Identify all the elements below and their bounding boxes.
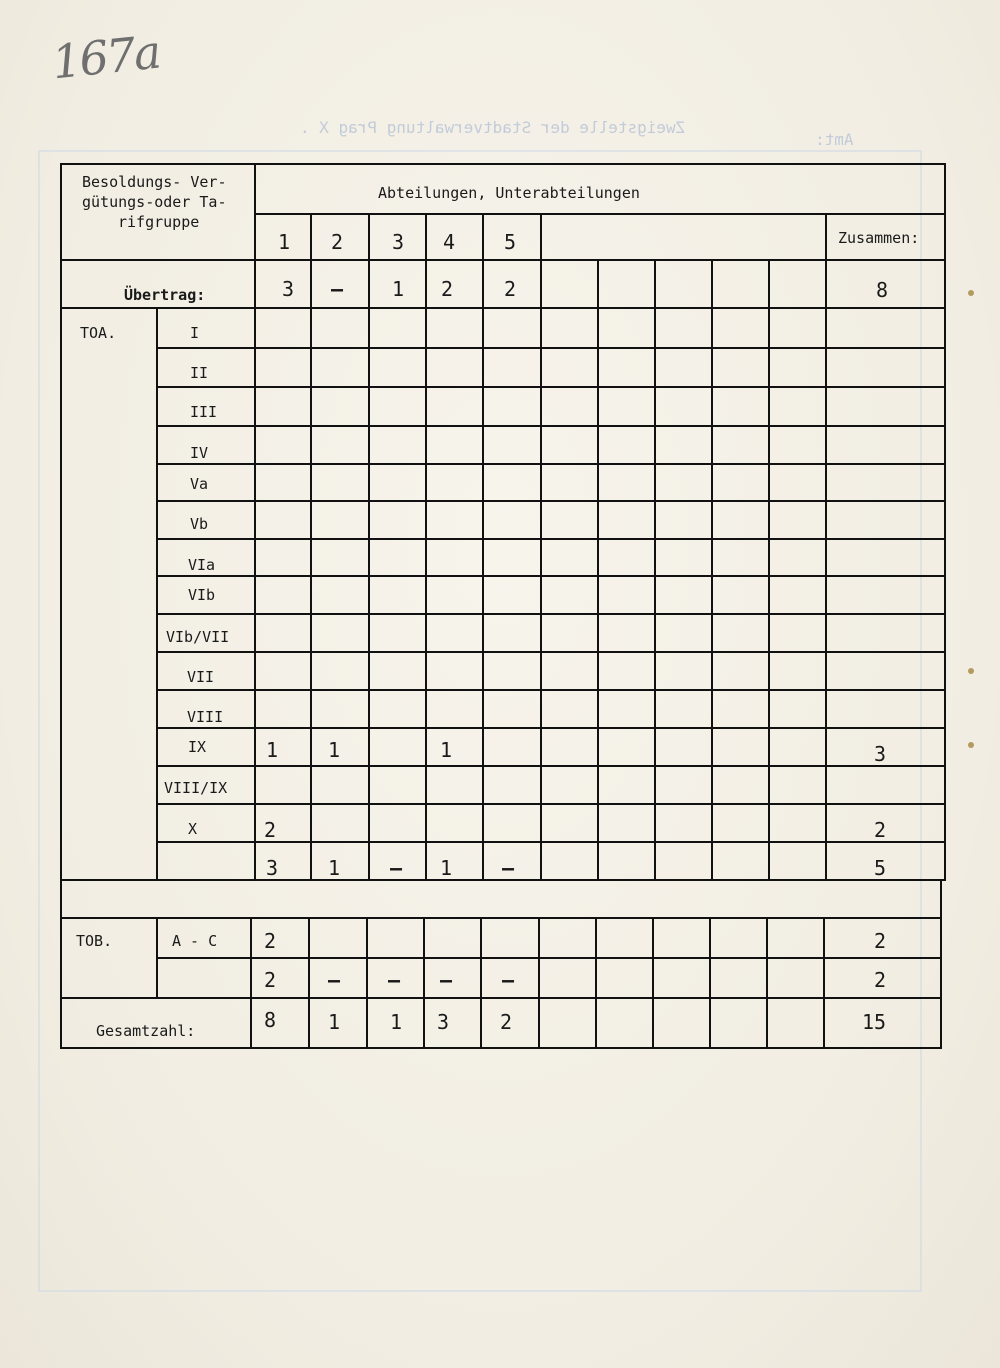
grade-label: X [188,820,198,838]
tob-label: TOB. [76,932,113,950]
grade-label: VIII [187,708,224,726]
grand-total-label: Gesamtzahl: [96,1022,196,1040]
grand-total-value: 8 [264,1008,277,1032]
punch-mark [968,290,974,296]
bleed-through-heading: Zweigstelle der Stadtverwaltung Prag X . [300,118,686,137]
tob-subtotal-value: – [502,968,515,992]
ix-value: 1 [440,738,453,762]
x-total: 2 [874,818,887,842]
grand-total-value: 3 [437,1010,450,1034]
carryover-value: 3 [282,277,295,301]
tob-value: 2 [264,929,277,953]
grade-label: VII [187,668,215,686]
toa-subtotal-value: – [390,856,403,880]
group-label-line2: gütungs-oder Ta- [82,193,227,211]
carryover-value: – [331,277,344,301]
grade-label: Va [190,475,209,493]
grand-total-value: 1 [328,1010,341,1034]
grand-total-value: 1 [390,1010,403,1034]
punch-mark [968,742,974,748]
carryover-value: 2 [441,277,454,301]
tob-subtotal-value: 2 [264,968,277,992]
punch-mark [968,668,974,674]
carryover-value: 1 [392,277,405,301]
ix-value: 1 [266,738,279,762]
group-label-line1: Besoldungs- Ver- [82,173,227,191]
dept-number: 3 [392,230,405,254]
ix-total: 3 [874,742,887,766]
tob-subtotal-value: – [440,968,453,992]
toa-subtotal-value: – [502,856,515,880]
departments-title: Abteilungen, Unterabteilungen [378,184,640,202]
bleed-through-amt: Amt: [815,130,854,149]
carryover-value: 2 [504,277,517,301]
grade-label: VIb [188,586,216,604]
toa-subtotal-value: 1 [328,856,341,880]
dept-number: 2 [331,230,344,254]
handwritten-page-number: 167a [49,24,162,90]
dept-number: 4 [443,230,456,254]
grade-label: Vb [190,515,209,533]
ix-value: 1 [328,738,341,762]
grade-label: VIb/VII [166,628,230,646]
grand-total-total: 15 [862,1010,887,1034]
grade-label: III [190,403,218,421]
grade-label: IV [190,444,209,462]
x-value: 2 [264,818,277,842]
tob-subtotal-value: – [388,968,401,992]
grade-label: VIII/IX [164,779,228,797]
toa-subtotal-total: 5 [874,856,887,880]
grade-label: IX [188,738,207,756]
total-column-label: Zusammen: [838,229,920,247]
toa-subtotal-value: 3 [266,856,279,880]
grade-label: VIa [188,556,216,574]
dept-number: 1 [278,230,291,254]
grade-label: II [190,364,209,382]
tob-subtotal-total: 2 [874,968,887,992]
tob-subtotal-value: – [328,968,341,992]
grand-total-value: 2 [500,1010,513,1034]
group-label-line3: rifgruppe [118,213,200,231]
toa-label: TOA. [80,324,117,342]
carryover-label: Übertrag: [124,286,206,304]
carryover-total: 8 [876,278,889,302]
grade-label: I [190,324,200,342]
tob-grade-label: A - C [172,932,218,950]
tob-total: 2 [874,929,887,953]
toa-subtotal-value: 1 [440,856,453,880]
dept-number: 5 [504,230,517,254]
